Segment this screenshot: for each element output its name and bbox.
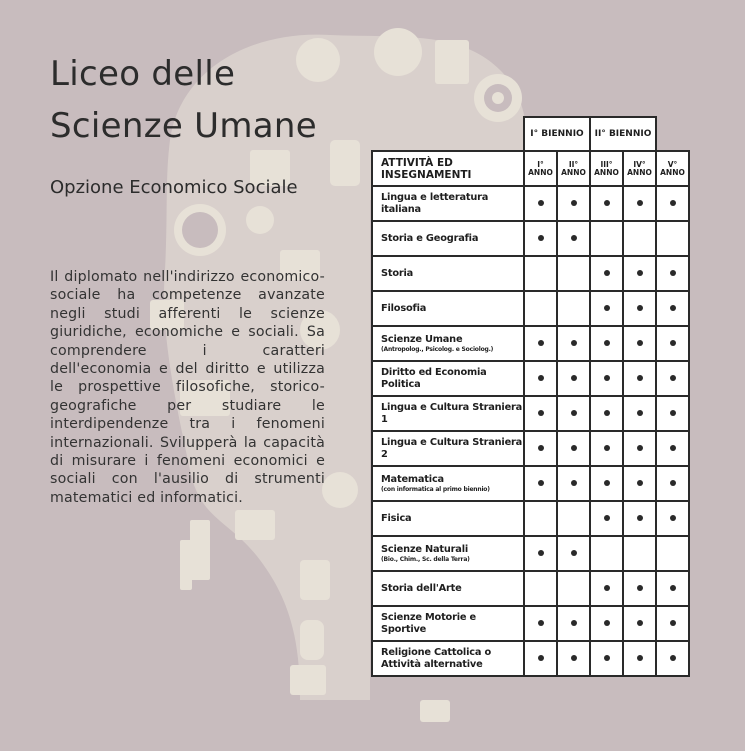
taught-dot-icon (538, 445, 544, 451)
year-1-cell (524, 641, 557, 676)
subject-cell (372, 396, 524, 431)
year-4-cell (623, 431, 656, 466)
taught-dot-icon (637, 480, 643, 486)
taught-dot-icon (637, 375, 643, 381)
year-4-cell (623, 466, 656, 501)
taught-dot-icon (538, 620, 544, 626)
phone-icon (330, 140, 360, 186)
year-2-cell (557, 291, 590, 326)
title-line-1: Liceo delle (50, 54, 236, 94)
taught-dot-icon (538, 235, 544, 241)
subject-name: Religione Cattolica o Attività alternative (381, 646, 492, 670)
subject-name: Filosofia (381, 302, 427, 314)
taught-dot-icon (571, 445, 577, 451)
taught-dot-icon (670, 585, 676, 591)
year-1-cell (524, 466, 557, 501)
taught-dot-icon (637, 200, 643, 206)
taught-dot-icon (670, 270, 676, 276)
subject-cell (372, 186, 524, 221)
subject-note: (Antropolog., Psicolog. e Sociolog.) (381, 345, 494, 353)
subject-cell (372, 431, 524, 466)
table-row (372, 361, 689, 396)
year-1-cell (524, 396, 557, 431)
year-3-cell (590, 431, 623, 466)
year-4-cell (623, 256, 656, 291)
taught-dot-icon (538, 655, 544, 661)
year-3-cell (590, 606, 623, 641)
taught-dot-icon (604, 410, 610, 416)
subject-name: Storia (381, 267, 414, 279)
taught-dot-icon (604, 340, 610, 346)
year-1-cell (524, 221, 557, 256)
taught-dot-icon (571, 235, 577, 241)
taught-dot-icon (637, 410, 643, 416)
subject-cell (372, 571, 524, 606)
taught-dot-icon (538, 480, 544, 486)
taught-dot-icon (538, 340, 544, 346)
taught-dot-icon (571, 620, 577, 626)
subject-name: Lingua e Cultura Straniera 2 (381, 436, 523, 460)
taught-dot-icon (637, 445, 643, 451)
subject-cell (372, 221, 524, 256)
year-3-cell (590, 536, 623, 571)
year-2-cell (557, 536, 590, 571)
year-4-cell (623, 536, 656, 571)
taught-dot-icon (670, 305, 676, 311)
subject-name: Scienze Umane (381, 333, 463, 345)
title-line-2: Scienze Umane (50, 106, 317, 146)
taught-dot-icon (670, 655, 676, 661)
taught-dot-icon (670, 410, 676, 416)
taught-dot-icon (571, 200, 577, 206)
year-5-cell (656, 501, 689, 536)
year-2-cell (557, 396, 590, 431)
year-4-cell (623, 641, 656, 676)
table-row (372, 466, 689, 501)
taught-dot-icon (670, 445, 676, 451)
table-row (372, 536, 689, 571)
table-row (372, 571, 689, 606)
taught-dot-icon (604, 445, 610, 451)
taught-dot-icon (604, 200, 610, 206)
subject-cell (372, 326, 524, 361)
year-5-cell (656, 361, 689, 396)
taught-dot-icon (604, 270, 610, 276)
taught-dot-icon (604, 515, 610, 521)
year-1-cell (524, 361, 557, 396)
taught-dot-icon (571, 375, 577, 381)
taught-dot-icon (538, 550, 544, 556)
year-4-cell (623, 396, 656, 431)
subject-name: Fisica (381, 512, 412, 524)
table-row (372, 396, 689, 431)
year-2-cell (557, 186, 590, 221)
year-4-cell (623, 186, 656, 221)
year-5-cell (656, 431, 689, 466)
table-row (372, 221, 689, 256)
taught-dot-icon (604, 620, 610, 626)
year-2-cell (557, 361, 590, 396)
year-4-cell (623, 606, 656, 641)
taught-dot-icon (571, 550, 577, 556)
document-icon (435, 40, 469, 84)
table-row (372, 606, 689, 641)
subject-name: Lingua e letteratura italiana (381, 191, 489, 215)
subject-name: Scienze Naturali (381, 543, 469, 555)
taught-dot-icon (538, 375, 544, 381)
taught-dot-icon (571, 480, 577, 486)
year-5-cell (656, 536, 689, 571)
subject-name: Matematica (381, 473, 444, 485)
cup-icon (420, 700, 450, 722)
year-3-cell (590, 571, 623, 606)
year-3-cell (590, 396, 623, 431)
subject-cell (372, 291, 524, 326)
year-1-cell (524, 186, 557, 221)
year-5-cell (656, 326, 689, 361)
year-1-cell (524, 431, 557, 466)
taught-dot-icon (571, 340, 577, 346)
taught-dot-icon (538, 200, 544, 206)
year-5-cell (656, 606, 689, 641)
year-4-cell (623, 326, 656, 361)
year-2-cell (557, 256, 590, 291)
year-1-cell (524, 606, 557, 641)
dollar-icon (322, 472, 358, 508)
year-4-cell (623, 501, 656, 536)
subject-cell (372, 606, 524, 641)
year-5-cell (656, 186, 689, 221)
taught-dot-icon (637, 515, 643, 521)
taught-dot-icon (637, 655, 643, 661)
description-paragraph: Il diplomato nell'indirizzo economico-sociale ha competenze avanzate negli studi afferenti le scienze giuridiche, economiche e sociali. Sa comprendere i caratteri dell'economia e del diritto e utilizza le prospettive filosofiche, storico-geografiche per studiare le interdipendenze tra i fenomeni internazionali. Svilupperà la capacità di misurare i fenomeni economici e sociali con l'ausilio di strumenti matematici ed informatici. (50, 269, 325, 506)
subject-cell (372, 466, 524, 501)
taught-dot-icon (604, 375, 610, 381)
page-subtitle: Opzione Economico Sociale (50, 177, 298, 198)
year-4-cell (623, 291, 656, 326)
year-3-cell (590, 186, 623, 221)
subject-name: Scienze Motorie e Sportive (381, 611, 476, 635)
year-3-cell (590, 256, 623, 291)
year-1-header: I° ANNO (524, 151, 557, 186)
curriculum-table (371, 116, 690, 677)
taught-dot-icon (637, 270, 643, 276)
table-row (372, 326, 689, 361)
year-2-cell (557, 466, 590, 501)
empty-corner (372, 117, 524, 151)
year-2-cell (557, 501, 590, 536)
taught-dot-icon (637, 340, 643, 346)
taught-dot-icon (637, 305, 643, 311)
year-5-cell (656, 641, 689, 676)
year-3-cell (590, 466, 623, 501)
year-1-cell (524, 326, 557, 361)
taught-dot-icon (670, 375, 676, 381)
bottle-icon (300, 620, 324, 660)
year-3-cell (590, 221, 623, 256)
year-3-cell (590, 501, 623, 536)
page-title (50, 48, 317, 152)
year-2-cell (557, 326, 590, 361)
book-icon (190, 520, 210, 580)
year-3-cell (590, 326, 623, 361)
year-1-cell (524, 291, 557, 326)
year-3-cell (590, 291, 623, 326)
year-2-header: II° ANNO (557, 151, 590, 186)
year-5-cell (656, 221, 689, 256)
year-1-cell (524, 571, 557, 606)
taught-dot-icon (670, 340, 676, 346)
table-row (372, 186, 689, 221)
year-1-cell (524, 536, 557, 571)
header-subject: ATTIVITÀ ED INSEGNAMENTI (372, 151, 524, 186)
description-text (50, 268, 325, 507)
taught-dot-icon (670, 515, 676, 521)
subject-note: (Bio., Chim., Sc. della Terra) (381, 555, 470, 563)
taught-dot-icon (670, 200, 676, 206)
subject-name: Diritto ed Economia Politica (381, 366, 487, 390)
year-4-cell (623, 221, 656, 256)
year-2-cell (557, 606, 590, 641)
taught-dot-icon (571, 410, 577, 416)
subject-note: (con informatica al primo biennio) (381, 485, 490, 493)
year-4-header: IV° ANNO (623, 151, 656, 186)
subject-cell (372, 641, 524, 676)
taught-dot-icon (637, 585, 643, 591)
year-5-header: V° ANNO (656, 151, 689, 186)
table-row (372, 256, 689, 291)
subject-name: Storia e Geografia (381, 232, 479, 244)
empty-corner-right (656, 117, 689, 151)
year-1-cell (524, 501, 557, 536)
year-3-cell (590, 641, 623, 676)
year-5-cell (656, 466, 689, 501)
year-5-cell (656, 256, 689, 291)
taught-dot-icon (604, 305, 610, 311)
year-3-cell (590, 361, 623, 396)
taught-dot-icon (604, 585, 610, 591)
year-4-cell (623, 361, 656, 396)
year-2-cell (557, 431, 590, 466)
taught-dot-icon (637, 620, 643, 626)
year-header-row (372, 151, 689, 186)
table-row (372, 641, 689, 676)
year-2-cell (557, 571, 590, 606)
usb-icon (180, 540, 192, 590)
subject-cell (372, 501, 524, 536)
table-row (372, 291, 689, 326)
clock-icon-2 (374, 28, 422, 76)
taught-dot-icon (571, 655, 577, 661)
year-5-cell (656, 571, 689, 606)
taught-dot-icon (604, 480, 610, 486)
taught-dot-icon (538, 410, 544, 416)
biennio-1-header: I° BIENNIO (524, 117, 590, 151)
year-5-cell (656, 396, 689, 431)
person-icon (246, 206, 274, 234)
taught-dot-icon (604, 655, 610, 661)
subject-name: Lingua e Cultura Straniera 1 (381, 401, 523, 425)
year-4-cell (623, 571, 656, 606)
subject-cell (372, 536, 524, 571)
table-row (372, 431, 689, 466)
year-1-cell (524, 256, 557, 291)
subject-cell (372, 256, 524, 291)
year-2-cell (557, 221, 590, 256)
year-2-cell (557, 641, 590, 676)
year-3-header: III° ANNO (590, 151, 623, 186)
year-5-cell (656, 291, 689, 326)
subject-name: Storia dell'Arte (381, 582, 462, 594)
taught-dot-icon (670, 480, 676, 486)
taught-dot-icon (670, 620, 676, 626)
subject-cell (372, 361, 524, 396)
table-row (372, 501, 689, 536)
biennio-header-row (372, 117, 689, 151)
biennio-2-header: II° BIENNIO (590, 117, 656, 151)
